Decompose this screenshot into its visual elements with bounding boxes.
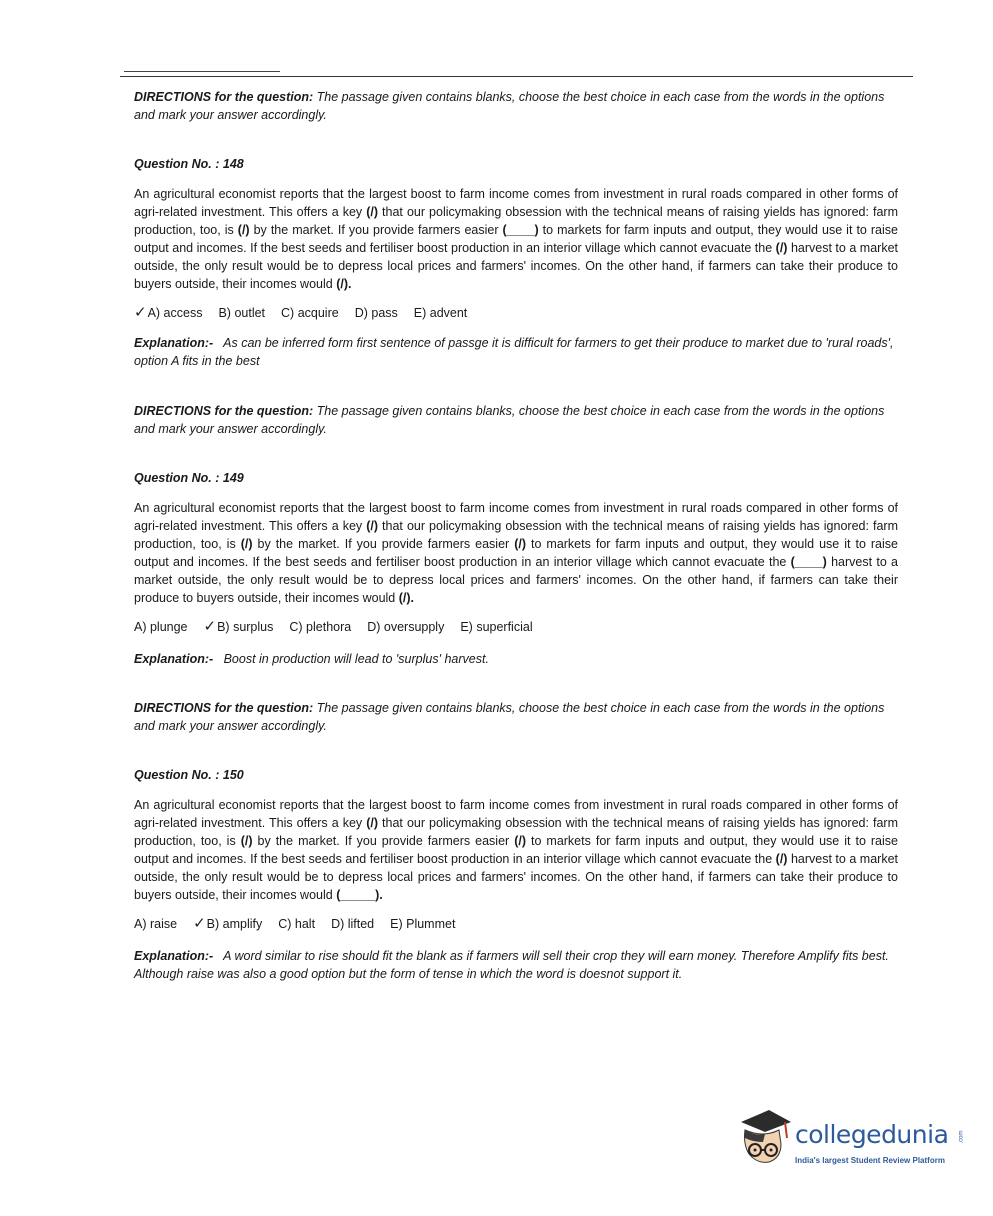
logo-wordmark: collegedunia bbox=[795, 1120, 949, 1149]
collegedunia-logo bbox=[735, 1108, 965, 1180]
checkmark-icon: ✓ bbox=[193, 915, 206, 932]
directions-text: The passage given contains blanks, choose the best choice in each case from the words in the options and mark your answer accordingly. bbox=[134, 701, 885, 733]
header-rule-short bbox=[124, 71, 280, 72]
option-a[interactable]: ✓A) access bbox=[134, 304, 203, 321]
checkmark-icon: ✓ bbox=[134, 304, 147, 321]
explanation-label: Explanation:- bbox=[134, 652, 214, 666]
option-e[interactable]: E) advent bbox=[413, 306, 468, 320]
directions bbox=[134, 699, 898, 735]
answer-options bbox=[134, 915, 898, 933]
question-block-149 bbox=[134, 402, 898, 668]
question-number: Question No. : 150 bbox=[134, 768, 244, 782]
directions bbox=[134, 88, 898, 124]
explanation-text: As can be inferred form first sentence of passge it is difficult for farmers to get their produce to market due to 'rural roads', option A fits in the best bbox=[134, 336, 894, 368]
option-d[interactable]: D) pass bbox=[354, 306, 398, 320]
option-c[interactable]: C) halt bbox=[278, 917, 316, 931]
option-c[interactable]: C) acquire bbox=[281, 306, 339, 320]
question-number: Question No. : 149 bbox=[134, 471, 244, 485]
question-block-150 bbox=[134, 699, 898, 983]
option-c[interactable]: C) plethora bbox=[289, 620, 352, 634]
option-d[interactable]: D) oversupply bbox=[367, 620, 445, 634]
option-a[interactable]: A) raise bbox=[134, 917, 178, 931]
explanation-text: Boost in production will lead to 'surplus' harvest. bbox=[223, 652, 489, 666]
option-e[interactable]: E) superficial bbox=[460, 620, 533, 634]
directions-label: DIRECTIONS for the question: bbox=[134, 90, 314, 104]
question-content bbox=[134, 88, 898, 983]
question-passage: An agricultural economist reports that the largest boost to farm income comes from investment in rural roads compared in other forms of agri-related investment. This offers a key (/) that our policymaking obsession with the technical means of raising yields has ignored: farm production, too, is (/) by the market. If you provide farmers easier (/) to markets for farm inputs and output, they would use it to raise output and incomes. If the best seeds and fertiliser boost production in an interior village which cannot evacuate the (/) harvest to a market outside, the only result would be to depress local prices and farmers' incomes. On the other hand, if farmers can take their produce to buyers outside, their incomes would (_____). bbox=[134, 798, 898, 902]
option-b[interactable]: ✓B) amplify bbox=[193, 915, 263, 932]
explanation-label: Explanation:- bbox=[134, 949, 214, 963]
explanation-label: Explanation:- bbox=[134, 336, 214, 350]
explanation bbox=[134, 650, 898, 668]
option-b[interactable]: ✓B) surplus bbox=[203, 618, 274, 635]
answer-options bbox=[134, 304, 898, 322]
question-number: Question No. : 148 bbox=[134, 157, 244, 171]
directions-label: DIRECTIONS for the question: bbox=[134, 404, 314, 418]
explanation bbox=[134, 947, 898, 983]
checkmark-icon: ✓ bbox=[203, 618, 217, 635]
question-block-148 bbox=[134, 88, 898, 370]
logo-tagline: India's largest Student Review Platform bbox=[795, 1156, 945, 1165]
directions-label: DIRECTIONS for the question: bbox=[134, 701, 314, 715]
option-d[interactable]: D) lifted bbox=[331, 917, 375, 931]
explanation-text: A word similar to rise should fit the blank as if farmers will sell their crop they will earn money. Therefore Amplify fits best. Although raise was also a good option but the form of tense in which the word is doesnot support it. bbox=[134, 949, 889, 981]
question-passage: An agricultural economist reports that the largest boost to farm income comes from investment in rural roads compared in other forms of agri-related investment. This offers a key (/) that our policymaking obsession with the technical means of raising yields has ignored: farm production, too, is (/) by the market. If you provide farmers easier (____) to markets for farm inputs and output, they would use it to raise output and incomes. If the best seeds and fertiliser boost production in an interior village which cannot evacuate the (/) harvest to a market outside, the only result would be to depress local prices and farmers' incomes. On the other hand, if farmers can take their produce to buyers outside, their incomes would (/). bbox=[134, 187, 898, 291]
question-passage: An agricultural economist reports that the largest boost to farm income comes from investment in rural roads compared in other forms of agri-related investment. This offers a key (/) that our policymaking obsession with the technical means of raising yields has ignored: farm production, too, is (/) by the market. If you provide farmers easier (/) to markets for farm inputs and output, they would use it to raise output and incomes. If the best seeds and fertiliser boost production in an interior village which cannot evacuate the (____) harvest to a market outside, the only result would be to depress local prices and farmers' incomes. On the other hand, if farmers can take their produce to buyers outside, their incomes would (/). bbox=[134, 501, 898, 605]
option-b[interactable]: B) outlet bbox=[218, 306, 266, 320]
logo-com: .com bbox=[958, 1130, 965, 1144]
directions-text: The passage given contains blanks, choose the best choice in each case from the words in the options and mark your answer accordingly. bbox=[134, 404, 885, 436]
directions-text: The passage given contains blanks, choose the best choice in each case from the words in the options and mark your answer accordingly. bbox=[134, 90, 885, 122]
explanation bbox=[134, 334, 898, 370]
option-a[interactable]: A) plunge bbox=[134, 620, 188, 634]
answer-options bbox=[134, 618, 898, 636]
header-rule bbox=[120, 76, 913, 77]
directions bbox=[134, 402, 898, 438]
student-mascot-icon bbox=[735, 1108, 795, 1170]
option-e[interactable]: E) Plummet bbox=[390, 917, 456, 931]
